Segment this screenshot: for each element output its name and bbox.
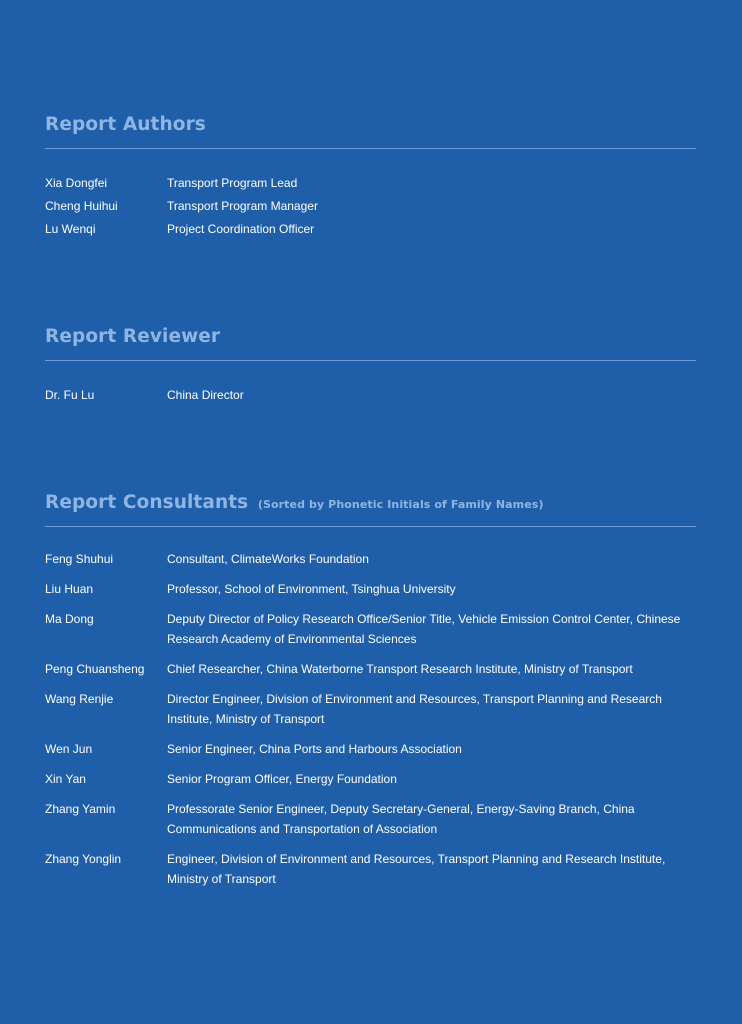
consultant-entry [45,739,696,759]
person-role: Engineer, Division of Environment and Resources, Transport Planning and Research Institute, Ministry of Transport [167,852,666,886]
reviewer-section [45,325,696,405]
person-role: Senior Program Officer, Energy Foundation [167,772,397,786]
authors-divider [45,148,696,149]
consultant-entry [45,849,696,889]
person-role: Deputy Director of Policy Research Office/Senior Title, Vehicle Emission Control Center, Chinese Research Academy of Environmental Sciences [167,612,681,646]
person-name: Zhang Yonglin [45,852,122,866]
reviewer-divider [45,360,696,361]
person-name: Liu Huan [45,582,94,596]
person-name: Ma Dong [45,612,94,626]
person-role: Project Coordination Officer [167,222,315,236]
person-role: Professor, School of Environment, Tsinghua University [167,582,456,596]
consultants-list [45,549,696,889]
reviewer-heading: Report Reviewer [45,326,221,347]
person-name: Wang Renjie [45,692,114,706]
consultants-section [45,491,696,899]
person-name: Xin Yan [45,772,86,786]
person-name: Wen Jun [45,742,93,756]
consultant-entry [45,549,696,569]
authors-heading: Report Authors [45,114,206,135]
consultants-title: Report Consultants [45,492,249,513]
author-entry [45,196,696,219]
person-role: Chief Researcher, China Waterborne Transport Research Institute, Ministry of Transport [167,662,633,676]
consultant-entry [45,659,696,679]
person-name: Cheng Huihui [45,199,118,213]
person-name: Dr. Fu Lu [45,388,95,402]
author-entry [45,173,696,196]
person-role: Director Engineer, Division of Environment and Resources, Transport Planning and Research Institute, Ministry of Transport [167,692,662,726]
author-entry [45,219,696,242]
person-name: Peng Chuansheng [45,662,145,676]
person-role: Professorate Senior Engineer, Deputy Secretary-General, Energy-Saving Branch, China Communications and Transportation of Association [167,802,635,836]
consultant-entry [45,799,696,839]
consultants-divider [45,526,696,527]
person-name: Feng Shuhui [45,552,114,566]
consultant-entry [45,769,696,789]
person-role: Transport Program Manager [167,199,318,213]
authors-list [45,173,696,242]
person-role: China Director [167,388,244,402]
person-name: Zhang Yamin [45,802,116,816]
reviewer-entry [45,385,696,405]
reviewer-list [45,385,696,405]
authors-section [45,113,696,242]
person-name: Lu Wenqi [45,222,96,236]
consultants-heading [45,491,696,515]
consultant-entry [45,579,696,599]
person-role: Transport Program Lead [167,176,298,190]
person-role: Consultant, ClimateWorks Foundation [167,552,369,566]
person-name: Xia Dongfei [45,176,108,190]
person-role: Senior Engineer, China Ports and Harbours Association [167,742,462,756]
consultant-entry [45,689,696,729]
consultants-subtitle: (Sorted by Phonetic Initials of Family Names) [257,498,544,511]
consultant-entry [45,609,696,649]
